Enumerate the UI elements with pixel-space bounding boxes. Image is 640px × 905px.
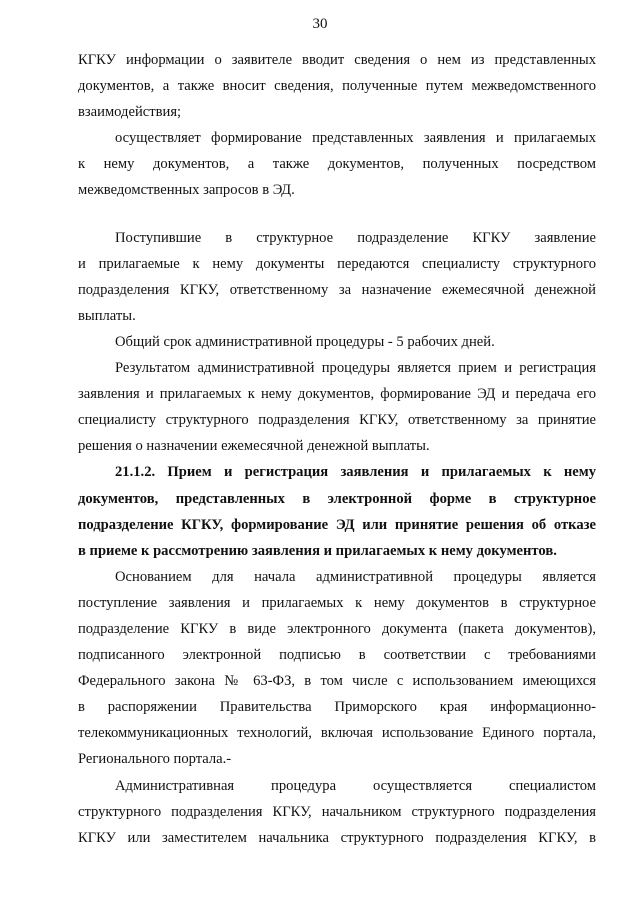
section-heading	[78, 459, 596, 563]
paragraph-8	[78, 773, 596, 851]
paragraph-3	[78, 225, 596, 329]
paragraph-gap	[78, 204, 596, 225]
text-line: структурного подразделения КГКУ, начальником структурного подразделения	[78, 803, 596, 820]
text-line: взаимодействия;	[78, 104, 182, 121]
text-line: осуществляет формирование представленных заявления и прилагаемых	[115, 130, 596, 147]
text-line: и прилагаемые к нему документы передаются специалисту структурного	[78, 255, 596, 272]
paragraph-7	[78, 564, 596, 773]
text-line: Федерального закона № 63-ФЗ, в том числе с использованием имеющихся	[78, 673, 596, 690]
text-line: выплаты.	[78, 307, 136, 324]
paragraph-1	[78, 47, 596, 125]
paragraph-4	[78, 329, 596, 355]
text-line: Результатом административной процедуры является прием и регистрация	[115, 360, 596, 377]
text-line: заявления и прилагаемых к нему документов, формирование ЭД и передача его	[78, 386, 596, 403]
text-line: Регионального портала.-	[78, 751, 232, 768]
text-line: в распоряжении Правительства Приморского края информационно-	[78, 699, 596, 716]
text-line: подразделения КГКУ, ответственному за назначение ежемесячной денежной	[78, 281, 596, 298]
text-line: к нему документов, а также документов, полученных посредством	[78, 156, 596, 173]
text-line: решения о назначении ежемесячной денежной выплаты.	[78, 438, 430, 455]
text-line: специалисту структурного подразделения КГКУ, ответственному за принятие	[78, 412, 596, 429]
heading-line: в приеме к рассмотрению заявления и прилагаемых к нему документов.	[78, 542, 557, 559]
text-line: КГКУ или заместителем начальника структурного подразделения КГКУ, в	[78, 829, 596, 846]
text-line: КГКУ информации о заявителе вводит сведения о нем из представленных	[78, 52, 596, 68]
document-body	[78, 47, 596, 851]
text-line: Административная процедура осуществляется специалистом	[115, 777, 596, 794]
text-line: подписанного электронной подписью в соответствии с требованиями	[78, 647, 596, 664]
page-number: 30	[312, 16, 328, 32]
text-line: Общий срок административной процедуры - 5 рабочих дней.	[115, 333, 495, 350]
text-line: телекоммуникационных технологий, включая использование Единого портала,	[78, 725, 596, 742]
text-line: межведомственных запросов в ЭД.	[78, 182, 295, 199]
heading-line: документов, представленных в электронной форме в структурное	[78, 490, 596, 507]
text-line: поступление заявления и прилагаемых к нему документов в структурное	[78, 594, 596, 611]
text-line: подразделение КГКУ в виде электронного документа (пакета документов),	[78, 620, 596, 637]
paragraph-2	[78, 125, 596, 203]
text-line: документов, а также вносит сведения, полученные путем межведомственного	[78, 78, 596, 95]
text-line: Основанием для начала административной процедуры является	[115, 568, 596, 585]
paragraph-5	[78, 355, 596, 459]
text-line: Поступившие в структурное подразделение КГКУ заявление	[115, 229, 596, 246]
heading-line: 21.1.2. Прием и регистрация заявления и прилагаемых к нему	[115, 464, 596, 481]
heading-line: подразделение КГКУ, формирование ЭД или принятие решения об отказе	[78, 516, 596, 533]
